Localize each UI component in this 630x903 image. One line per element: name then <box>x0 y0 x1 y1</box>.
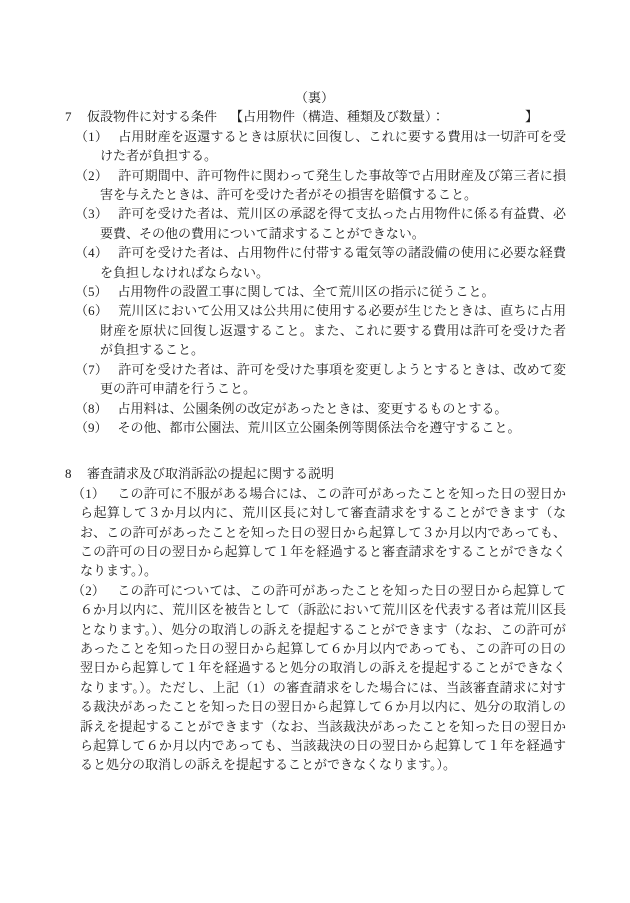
item-text: この許可については、この許可があったことを知った日の翌日から起算して６か月以内に、荒川区を被告として（訴訟において荒川区を代表する者は荒川区長となります。）、処分の取消しの訴えを提起することができます（なお、この許可があったことを知った日の翌日から起算して６か月以内であっても、この許可の日の翌日から起算して１年を経過すると処分の取消しの訴えを提起することができなくなります。）。ただし、上記（1）の審査請求をした場合には、当該審査請求に対する裁決があったことを知った日の翌日から起算して６か月以内に、処分の取消しの訴えを提起することができます（なお、当該裁決があったことを知った日の翌日から起算して６か月以内であっても、当該裁決の日の翌日から起算して１年を経過すると処分の取消しの訴えを提起することができなくなります。）。 <box>80 582 566 773</box>
section7-item-1 <box>63 127 566 166</box>
section7-number: 7 <box>65 109 72 125</box>
item-marker: （7） <box>75 361 109 377</box>
section8-heading <box>63 464 566 483</box>
item-marker: （9） <box>75 419 108 435</box>
item-marker: （3） <box>75 206 109 222</box>
item-marker: （5） <box>75 284 108 300</box>
item-text: 占用財産を返還するときは原状に回復し、これに要する費用は一切許可を受けた者が負担する。 <box>100 128 566 164</box>
item-marker: （2） <box>75 167 109 183</box>
section7-item-8 <box>63 399 566 418</box>
item-text: 許可を受けた者は、荒川区の承認を得て支払った占用物件に係る有益費、必要費、その他の費用について請求することができない。 <box>100 206 566 241</box>
section7-item-7 <box>63 360 566 399</box>
bracket-close: 】 <box>524 109 538 125</box>
section7-item-5 <box>63 282 566 301</box>
item-marker: （4） <box>75 245 109 261</box>
item-marker: （2） <box>72 582 106 598</box>
item-text: 占用料は、公園条例の改定があったときは、変更するものとする。 <box>117 400 508 416</box>
item-text: その他、都市公園法、荒川区立公園条例等関係法令を遵守すること。 <box>117 419 521 435</box>
item-marker: （1） <box>75 128 109 144</box>
section8-item-2 <box>63 581 566 775</box>
section8-item-1 <box>63 484 566 581</box>
occupancy-object-bracket-label: 【占用物件（構造、種類及び数量）： <box>230 109 445 125</box>
item-marker: （8） <box>75 400 108 416</box>
item-marker: （1） <box>72 485 106 501</box>
item-text: 荒川区において公用又は公共用に使用する必要が生じたときは、直ちに占用財産を原状に回復し返還すること。また、これに要する費用は許可を受けた者が負担すること。 <box>100 303 566 358</box>
section7-item-2 <box>63 166 566 205</box>
section7-item-4 <box>63 243 566 282</box>
section7-title: 仮設物件に対する条件 <box>87 109 218 125</box>
section7-item-9 <box>63 418 566 437</box>
item-marker: （6） <box>75 303 109 319</box>
item-text: 許可を受けた者は、許可を受けた事項を変更しようとするときは、改めて変更の許可申請を行うこと。 <box>100 361 566 397</box>
item-text: 許可を受けた者は、占用物件に付帯する電気等の諸設備の使用に必要な経費を負担しなければならない。 <box>100 245 566 280</box>
item-text: 許可期間中、許可物件に関わって発生した事故等で占用財産及び第三者に損害を与えたときは、許可を受けた者がその損害を賠償すること。 <box>100 167 566 203</box>
item-text: 占用物件の設置工事に関しては、全て荒川区の指示に従うこと。 <box>117 284 495 300</box>
item-text: この許可に不服がある場合には、この許可があったことを知った日の翌日から起算して３か月以内に、荒川区長に対して審査請求をすることができます（なお、この許可があったことを知った日の翌日から起算して３か月以内であっても、この許可の日の翌日から起算して１年を経過すると審査請求をすることができなくなります。）。 <box>80 485 566 579</box>
page-side-label: （裏） <box>294 90 334 105</box>
section7-heading <box>63 107 566 126</box>
section7-item-6 <box>63 301 566 359</box>
section8-number: 8 <box>65 466 72 482</box>
section7-item-3 <box>63 204 566 243</box>
section8-title: 審査請求及び取消訴訟の提起に関する説明 <box>87 466 335 482</box>
